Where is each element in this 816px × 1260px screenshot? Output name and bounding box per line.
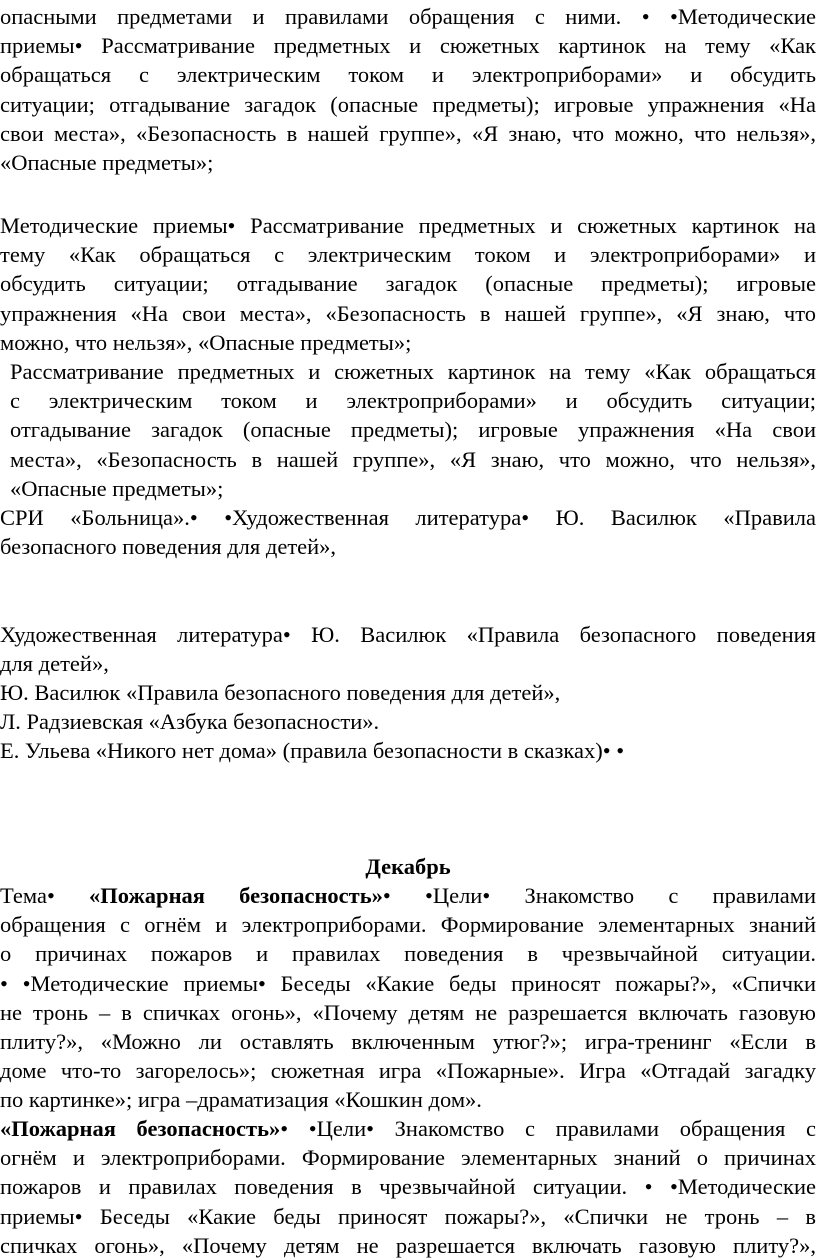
- paragraph-methods-1: [0, 2, 816, 177]
- text-line: тему «Как обращаться с электрическим током и электроприборами» и: [0, 242, 816, 268]
- text-line: не тронь – в спичках огонь», «Почему детям не разрешается включать газовую: [0, 999, 816, 1025]
- text-line: места», «Безопасность в нашей группе», «Я знаю, что можно, что нельзя»,: [10, 446, 816, 472]
- text-line: • •Методические приемы• Беседы «Какие беды приносят пожары?», «Спички: [0, 970, 816, 996]
- text-line: можно, что нельзя», «Опасные предметы»;: [0, 329, 412, 355]
- literature-item-radzievskaya: [0, 707, 816, 736]
- paragraph-methods-3: [10, 357, 816, 503]
- text-line: плиту?», «Можно ли оставлять включенным утюг?»; игра-тренинг «Если в: [0, 1029, 816, 1055]
- text-line: упражнения «На свои места», «Безопасность в нашей группе», «Я знаю, что: [0, 300, 816, 326]
- text-line: [0, 1114, 816, 1143]
- topic-title: «Пожарная безопасность»: [89, 883, 383, 908]
- text-line: Методические приемы• Рассматривание предметных и сюжетных картинок на: [0, 213, 816, 238]
- topic-title: «Пожарная безопасность»: [0, 1116, 281, 1141]
- heading-december: Декабрь: [365, 854, 451, 879]
- paragraph-fire-safety-2: [0, 1114, 816, 1260]
- text-line: ситуации; отгадывание загадок (опасные предметы); игровые упражнения «На: [0, 91, 816, 117]
- text-line: отгадывание загадок (опасные предметы); игровые упражнения «На свои: [10, 417, 816, 443]
- text-line: [0, 881, 816, 910]
- literature-item-ulyeva: [0, 736, 816, 765]
- text-line: Ю. Василюк «Правила безопасного поведения для детей»,: [0, 680, 561, 705]
- text-line: «Опасные предметы»;: [10, 475, 224, 501]
- text-line: огнём и электроприборами. Формирование элементарных знаний о причинах: [0, 1145, 816, 1171]
- text-line: безопасного поведения для детей»,: [0, 534, 337, 560]
- topic-label: Тема•: [0, 883, 90, 908]
- text-line: СРИ «Больница».• •Художественная литература• Ю. Василюк «Правила: [0, 505, 816, 530]
- text-line: Е. Ульева «Никого нет дома» (правила безопасности в сказках)• •: [0, 738, 625, 763]
- paragraph-methods-2: [0, 211, 816, 357]
- goals-label: • •Цели• Знакомство с правилами обращения с: [280, 1116, 816, 1141]
- paragraph-literature: [0, 620, 816, 678]
- text-line: приемы• Рассматривание предметных и сюжетных картинок на тему «Как: [0, 33, 816, 59]
- text-line: с электрическим током и электроприборами» и обсудить ситуации;: [10, 388, 816, 414]
- text-line: доме что-то загорелось»; сюжетная игра «Пожарные». Игра «Отгадай загадку: [0, 1058, 816, 1084]
- text-line: Художественная литература• Ю. Василюк «Правила безопасного поведения: [0, 622, 816, 647]
- text-line: свои места», «Безопасность в нашей группе», «Я знаю, что можно, что нельзя»,: [0, 120, 816, 146]
- text-line: «Опасные предметы»;: [0, 150, 214, 176]
- text-line: приемы• Беседы «Какие беды приносят пожары?», «Спички не тронь – в: [0, 1203, 816, 1229]
- text-line: опасными предметами и правилами обращения с ними. • •Методические: [0, 4, 816, 29]
- text-line: обращения с огнём и электроприборами. Формирование элементарных знаний: [0, 912, 816, 938]
- goals-label: • •Цели• Знакомство с правилами: [382, 883, 816, 908]
- text-line: обсудить ситуации; отгадывание загадок (опасные предметы); игровые: [0, 271, 816, 297]
- literature-item-vasilyuk: [0, 678, 816, 707]
- paragraph-role-play: [0, 503, 816, 561]
- text-line: Рассматривание предметных и сюжетных картинок на тему «Как обращаться: [10, 359, 816, 384]
- text-line: по картинке»; игра –драматизация «Кошкин дом».: [0, 1087, 482, 1113]
- text-line: для детей»,: [0, 651, 109, 677]
- text-line: пожаров и правилах поведения в чрезвычайной ситуации. • •Методические: [0, 1174, 816, 1200]
- text-line: обращаться с электрическим током и электроприборами» и обсудить: [0, 62, 816, 88]
- text-line: спичках огонь», «Почему детям не разрешается включать газовую плиту?»,: [0, 1232, 816, 1258]
- text-line: Л. Радзиевская «Азбука безопасности».: [0, 709, 380, 734]
- paragraph-fire-safety-1: [0, 881, 816, 1115]
- text-line: о причинах пожаров и правилах поведения в чрезвычайной ситуации.: [0, 941, 816, 967]
- month-heading: [0, 852, 816, 881]
